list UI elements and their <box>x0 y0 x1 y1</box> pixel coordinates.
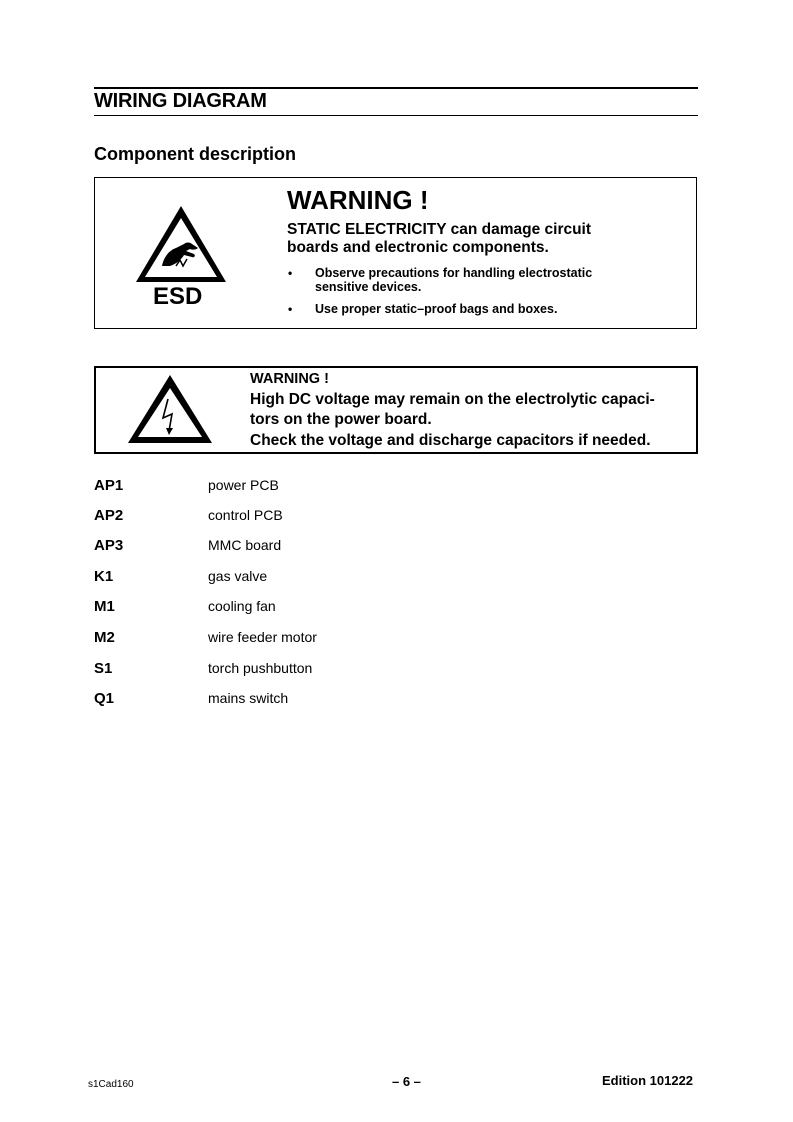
component-code: AP2 <box>94 507 124 524</box>
esd-label: ESD <box>153 283 203 310</box>
component-description: control PCB <box>208 507 283 523</box>
esd-warning-line: STATIC ELECTRICITY can damage circuit <box>287 221 592 238</box>
esd-warning-line: boards and electronic components. <box>287 239 549 256</box>
component-code: M2 <box>94 629 115 646</box>
footer-edition: Edition 101222 <box>602 1073 694 1088</box>
esd-bullet-2 <box>315 302 635 316</box>
component-code: K1 <box>94 568 114 585</box>
component-code: M1 <box>94 598 115 615</box>
section-title: Component description <box>94 144 296 164</box>
component-description: torch pushbutton <box>208 660 313 676</box>
component-description: cooling fan <box>208 598 276 614</box>
bullet-line: Observe precautions for handling electrostatic <box>315 266 593 280</box>
component-description: wire feeder motor <box>208 629 317 645</box>
voltage-warning-heading: WARNING ! <box>250 371 329 387</box>
high-voltage-triangle-icon <box>126 373 214 445</box>
voltage-warning-line: High DC voltage may remain on the electrolytic capaci- <box>250 390 655 408</box>
bullet-dot: • <box>288 266 293 280</box>
esd-warning-heading: WARNING ! <box>287 185 429 215</box>
esd-bullet-1 <box>315 266 635 294</box>
voltage-warning-text <box>250 369 690 451</box>
page-title: WIRING DIAGRAM <box>94 90 267 112</box>
bullet-line: Use proper static–proof bags and boxes. <box>315 302 558 316</box>
component-code: S1 <box>94 660 113 677</box>
component-description: mains switch <box>208 690 289 706</box>
esd-warning-text <box>287 221 647 257</box>
esd-hand-triangle-icon <box>134 204 228 284</box>
voltage-warning-line: tors on the power board. <box>250 411 432 428</box>
component-description: power PCB <box>208 477 279 493</box>
footer-page-number: – 6 – <box>392 1074 421 1089</box>
component-description: gas valve <box>208 568 268 584</box>
footer-doc-code: s1Cad160 <box>88 1079 134 1090</box>
voltage-warning-line: Check the voltage and discharge capacitors if needed. <box>250 431 651 449</box>
header-top-rule <box>94 87 698 89</box>
component-description: MMC board <box>208 537 282 553</box>
component-code: AP1 <box>94 477 124 494</box>
component-code: AP3 <box>94 537 124 554</box>
bullet-line: sensitive devices. <box>315 280 422 294</box>
header-bottom-rule <box>94 115 698 116</box>
component-code: Q1 <box>94 690 115 707</box>
bullet-dot: • <box>288 302 293 316</box>
